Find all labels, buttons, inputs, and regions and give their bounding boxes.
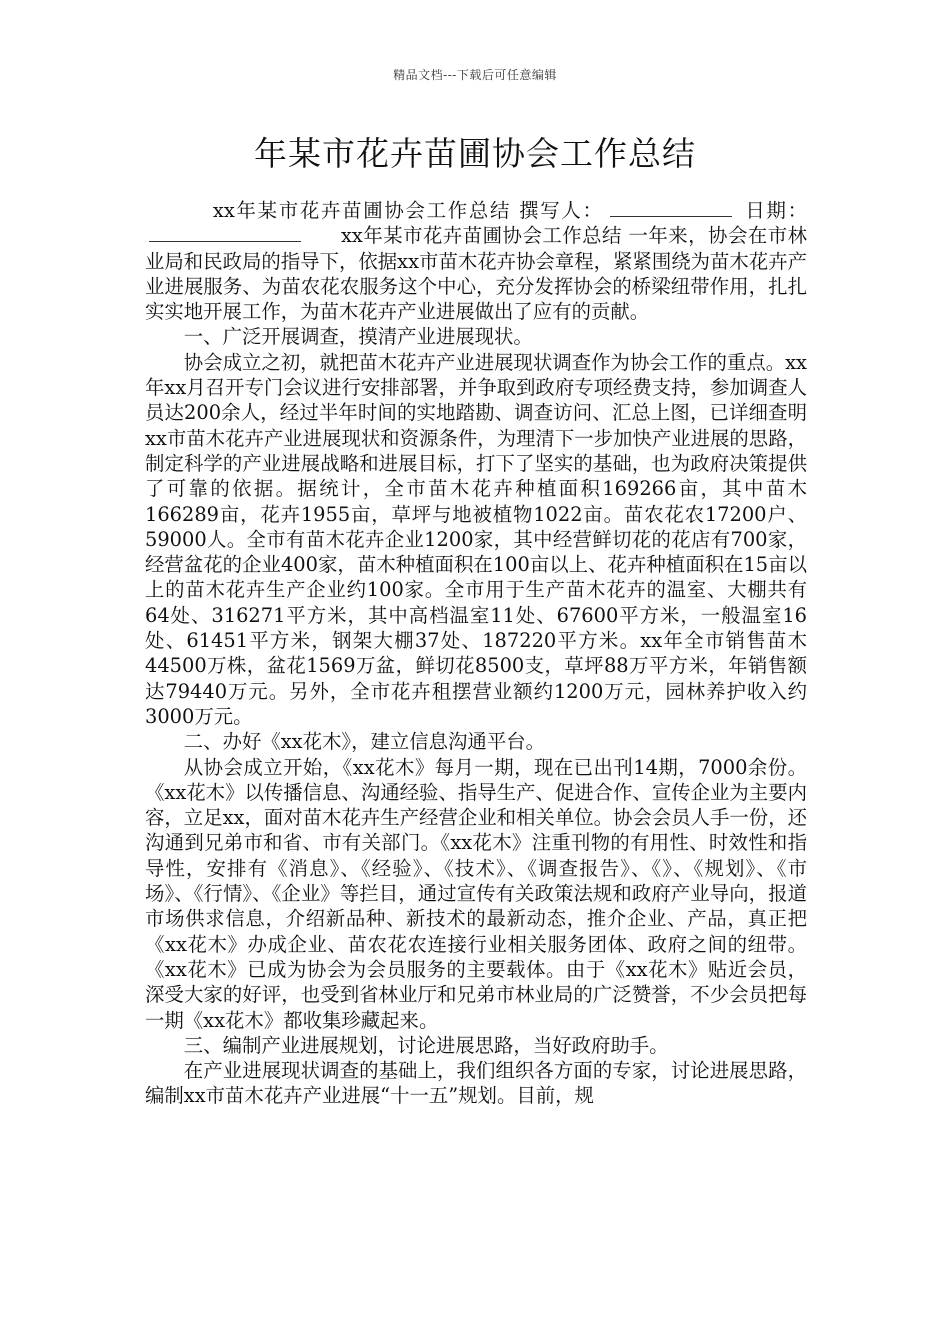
date-blank xyxy=(149,223,301,242)
section-text-3: 在产业进展现状调查的基础上，我们组织各方面的专家，讨论进展思路，编制xx市苗木花卉产业进展“十一五”规划。目前，规 xyxy=(145,1059,807,1108)
document-body xyxy=(145,198,807,1109)
intro-body: xx年某市花卉苗圃协会工作总结 一年来，协会在市林业局和民政局的指导下，依据xx市苗木花卉协会章程，紧紧围绕为苗木花卉产业进展服务、为苗农花农服务这个中心，充分发挥协会的桥梁纽带作用，扎扎实实地开展工作，为苗木花卉产业进展做出了应有的贡献。 xyxy=(145,224,807,324)
author-blank xyxy=(610,198,732,217)
section-text-1: 协会成立之初，就把苗木花卉产业进展现状调查作为协会工作的重点。xx年xx月召开专门会议进行安排部署，并争取到政府专项经费支持，参加调查人员达200余人，经过半年时间的实地踏勘、调查访问、汇总上图，已详细查明xx市苗木花卉产业进展现状和资源条件，为理清下一步加快产业进展的思路，制定科学的产业进展战略和进展目标，打下了坚实的基础，也为政府决策提供了可靠的依据。据统计，全市苗木花卉种植面积169266亩，其中苗木166289亩，花卉1955亩，草坪与地被植物1022亩。苗农花农17200户、59000人。全市有苗木花卉企业1200家，其中经营鲜切花的花店有700家，经营盆花的企业400家，苗木种植面积在100亩以上、花卉种植面积在15亩以上的苗木花卉生产企业约100家。全市用于生产苗木花卉的温室、大棚共有64处、316271平方米，其中高档温室11处、67600平方米，一般温室16处、61451平方米，钢架大棚37处、187220平方米。xx年全市销售苗木44500万株，盆花1569万盆，鲜切花8500支，草坪88万平方米，年销售额达79440万元。另外，全市花卉租摆营业额约1200万元，园林养护收入约3000万元。 xyxy=(145,350,807,728)
header-note: 精品文档---下载后可任意编辑 xyxy=(393,68,557,82)
intro-paragraph xyxy=(145,198,807,324)
date-label: 日期： xyxy=(743,199,807,222)
section-heading-2: 二、办好《xx花木》，建立信息沟通平台。 xyxy=(183,730,545,754)
section-heading-1: 一、广泛开展调查，摸清产业进展现状。 xyxy=(183,325,533,349)
section-text-2: 从协会成立开始，《xx花木》每月一期，现在已出刊14期，7000余份。《xx花木》以传播信息、沟通经验、指导生产、促进合作、宣传企业为主要内容，立足xx，面对苗木花卉生产经营企业和相关单位。协会会员人手一份，还沟通到兄弟市和省、市有关部门。《xx花木》注重刊物的有用性、时效性和指导性，安排有《消息》、《经验》、《技术》、《调查报告》、《》、《规划》、《市场》、《行情》、《企业》等拦目，通过宣传有关政策法规和政府产业导向，报道市场供求信息，介绍新品种、新技术的最新动态，推介企业、产品，真正把《xx花木》办成企业、苗农花农连接行业相关服务团体、政府之间的纽带。《xx花木》已成为协会为会员服务的主要载体。由于《xx花木》贴近会员，深受大家的好评，也受到省林业厅和兄弟市林业局的广泛赞誉，不少会员把每一期《xx花木》都收集珍藏起来。 xyxy=(145,755,807,1032)
intro-lead: xx年某市花卉苗圃协会工作总结 撰写人： xyxy=(212,199,604,222)
document-title: 年某市花卉苗圃协会工作总结 xyxy=(254,134,696,173)
section-heading-3: 三、编制产业进展规划，讨论进展思路，当好政府助手。 xyxy=(183,1033,669,1057)
